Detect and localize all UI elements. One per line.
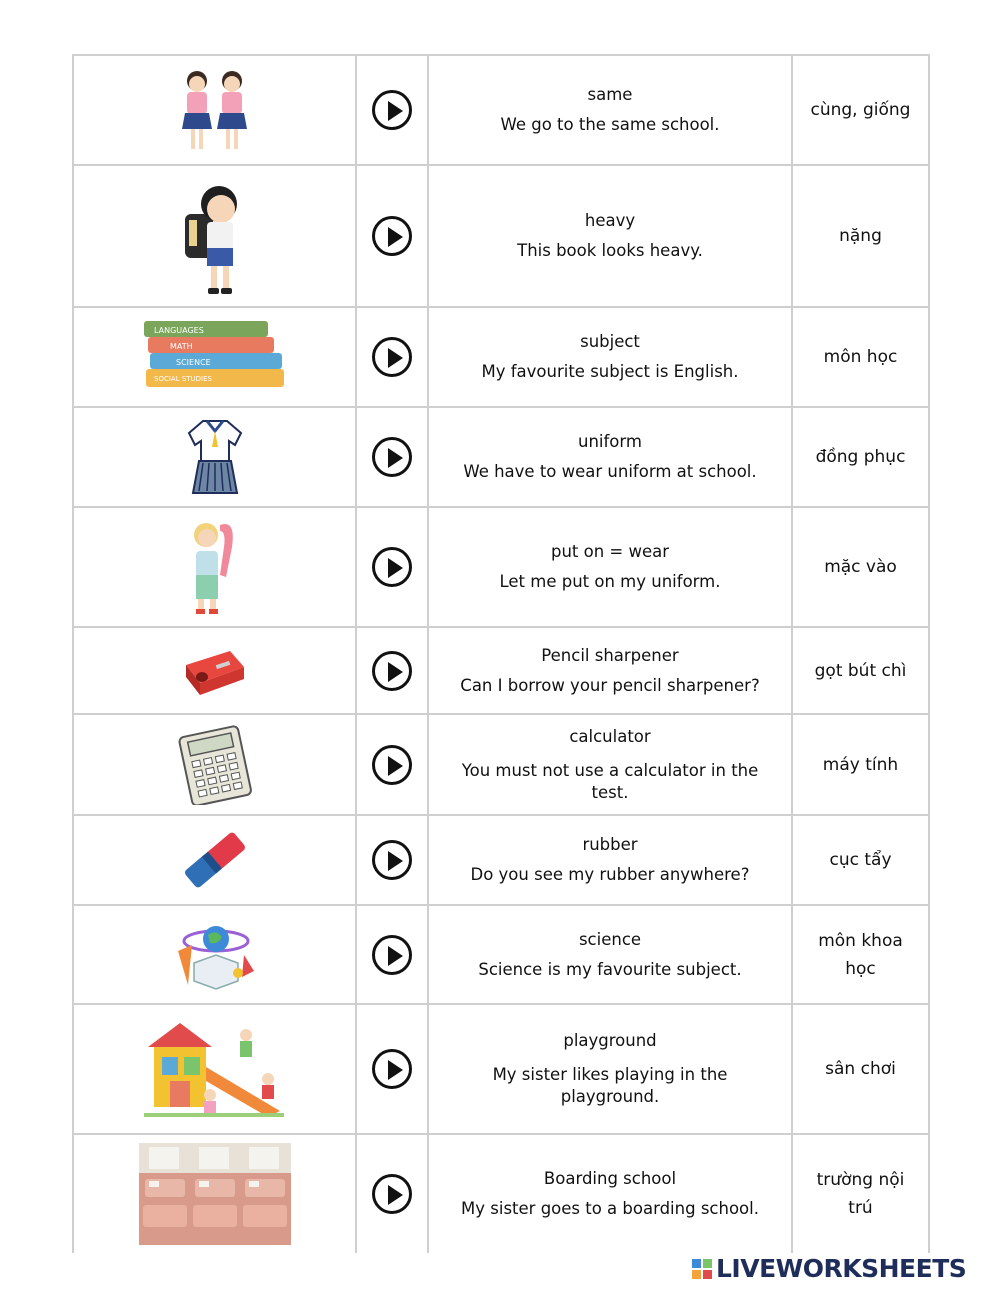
translation-text: trường nội trú <box>816 1170 905 1218</box>
audio-cell <box>357 628 429 713</box>
audio-cell <box>357 508 429 626</box>
example-sentence: You must not use a calculator in the test. <box>461 760 759 802</box>
audio-cell <box>357 408 429 506</box>
word-cell <box>429 56 793 164</box>
word-cell <box>429 508 793 626</box>
word-cell <box>429 628 793 713</box>
example-sentence: My favourite subject is English. <box>481 362 739 381</box>
translation-text: cùng, giống <box>810 100 911 120</box>
table-row <box>74 715 930 816</box>
calculator-icon <box>175 725 255 805</box>
vocab-word: playground <box>563 1031 657 1050</box>
picture-cell <box>74 56 357 164</box>
play-audio-button[interactable] <box>372 1174 412 1214</box>
boy-dressing-icon <box>180 517 250 617</box>
word-cell <box>429 166 793 306</box>
school-uniform-icon <box>185 417 245 497</box>
translation-cell <box>793 166 930 306</box>
translation-cell <box>793 628 930 713</box>
word-cell <box>429 715 793 814</box>
audio-cell <box>357 56 429 164</box>
vocabulary-table <box>72 54 930 1253</box>
translation-cell <box>793 1005 930 1133</box>
translation-cell <box>793 308 930 406</box>
boy-heavy-backpack-icon <box>175 176 255 296</box>
book-label: SOCIAL STUDIES <box>153 375 212 383</box>
picture-cell <box>74 508 357 626</box>
vocab-word: Boarding school <box>543 1169 677 1188</box>
logo-mark-icon <box>692 1259 712 1279</box>
picture-cell <box>74 906 357 1003</box>
twin-girls-icon <box>170 65 260 155</box>
word-cell <box>429 408 793 506</box>
example-sentence: We go to the same school. <box>500 115 720 134</box>
play-audio-button[interactable] <box>372 1049 412 1089</box>
example-sentence: We have to wear uniform at school. <box>463 462 757 481</box>
vocab-word: subject <box>580 332 640 351</box>
table-row <box>74 1135 930 1253</box>
example-sentence: My sister likes playing in the playground. <box>492 1065 728 1106</box>
book-label: MATH <box>169 342 193 351</box>
translation-text: gọt bút chì <box>814 660 907 681</box>
audio-cell <box>357 906 429 1003</box>
picture-cell <box>74 1005 357 1133</box>
translation-text: mặc vào <box>824 557 897 577</box>
vocab-word: science <box>578 929 642 949</box>
translation-cell <box>793 816 930 904</box>
picture-cell <box>74 715 357 814</box>
translation-cell <box>793 715 930 814</box>
translation-text: sân chơi <box>825 1059 896 1079</box>
audio-cell <box>357 715 429 814</box>
word-cell <box>429 1005 793 1133</box>
play-audio-button[interactable] <box>372 216 412 256</box>
table-row <box>74 308 930 408</box>
audio-cell <box>357 816 429 904</box>
translation-text: môn học <box>823 347 898 367</box>
audio-cell <box>357 308 429 406</box>
table-row <box>74 906 930 1005</box>
translation-text: cục tẩy <box>829 850 892 870</box>
book-label: LANGUAGES <box>153 326 204 335</box>
dormitory-photo <box>139 1143 291 1245</box>
play-audio-button[interactable] <box>372 651 412 691</box>
table-row <box>74 1005 930 1135</box>
vocab-word: calculator <box>569 726 651 746</box>
eraser-icon <box>177 825 253 895</box>
example-sentence: Do you see my rubber anywhere? <box>470 865 750 884</box>
playground-icon <box>140 1017 290 1121</box>
liveworksheets-logo <box>692 1254 966 1283</box>
table-row <box>74 56 930 166</box>
audio-cell <box>357 1005 429 1133</box>
example-sentence: This book looks heavy. <box>517 241 703 260</box>
vocab-word: same <box>587 85 633 104</box>
vocab-word: uniform <box>578 432 642 451</box>
translation-cell <box>793 508 930 626</box>
play-audio-button[interactable] <box>372 437 412 477</box>
picture-cell <box>74 408 357 506</box>
translation-cell <box>793 1135 930 1253</box>
picture-cell <box>74 628 357 713</box>
example-sentence: Can I borrow your pencil sharpener? <box>460 675 760 695</box>
translation-text: máy tính <box>822 754 899 775</box>
play-audio-button[interactable] <box>372 547 412 587</box>
table-row <box>74 508 930 628</box>
pencil-sharpener-icon <box>180 643 250 699</box>
example-sentence: Science is my favourite subject. <box>478 959 742 979</box>
play-audio-button[interactable] <box>372 337 412 377</box>
vocab-word: Pencil sharpener <box>541 645 679 665</box>
book-label: SCIENCE <box>175 358 211 367</box>
table-row <box>74 408 930 508</box>
picture-cell <box>74 1135 357 1253</box>
translation-text: đồng phục <box>815 447 906 467</box>
translation-text: nặng <box>839 226 882 246</box>
picture-cell <box>74 308 357 406</box>
table-row <box>74 628 930 715</box>
table-row <box>74 816 930 906</box>
vocab-word: heavy <box>584 211 636 230</box>
word-cell <box>429 308 793 406</box>
picture-cell <box>74 816 357 904</box>
vocab-word: put on = wear <box>550 542 670 561</box>
example-sentence: Let me put on my uniform. <box>499 572 721 591</box>
word-cell <box>429 906 793 1003</box>
science-icon <box>172 915 258 995</box>
brand-name: LIVEWORKSHEETS <box>716 1254 967 1283</box>
play-audio-button[interactable] <box>372 90 412 130</box>
picture-cell <box>74 166 357 306</box>
play-audio-button[interactable] <box>372 840 412 880</box>
vocab-word: rubber <box>582 835 638 854</box>
translation-cell <box>793 56 930 164</box>
audio-cell <box>357 166 429 306</box>
word-cell <box>429 816 793 904</box>
example-sentence: My sister goes to a boarding school. <box>461 1199 759 1218</box>
play-audio-button[interactable] <box>372 745 412 785</box>
translation-cell <box>793 906 930 1003</box>
book-stack-icon <box>140 317 290 397</box>
audio-cell <box>357 1135 429 1253</box>
table-row <box>74 166 930 308</box>
play-audio-button[interactable] <box>372 935 412 975</box>
translation-text: môn khoa học <box>818 930 903 979</box>
word-cell <box>429 1135 793 1253</box>
translation-cell <box>793 408 930 506</box>
